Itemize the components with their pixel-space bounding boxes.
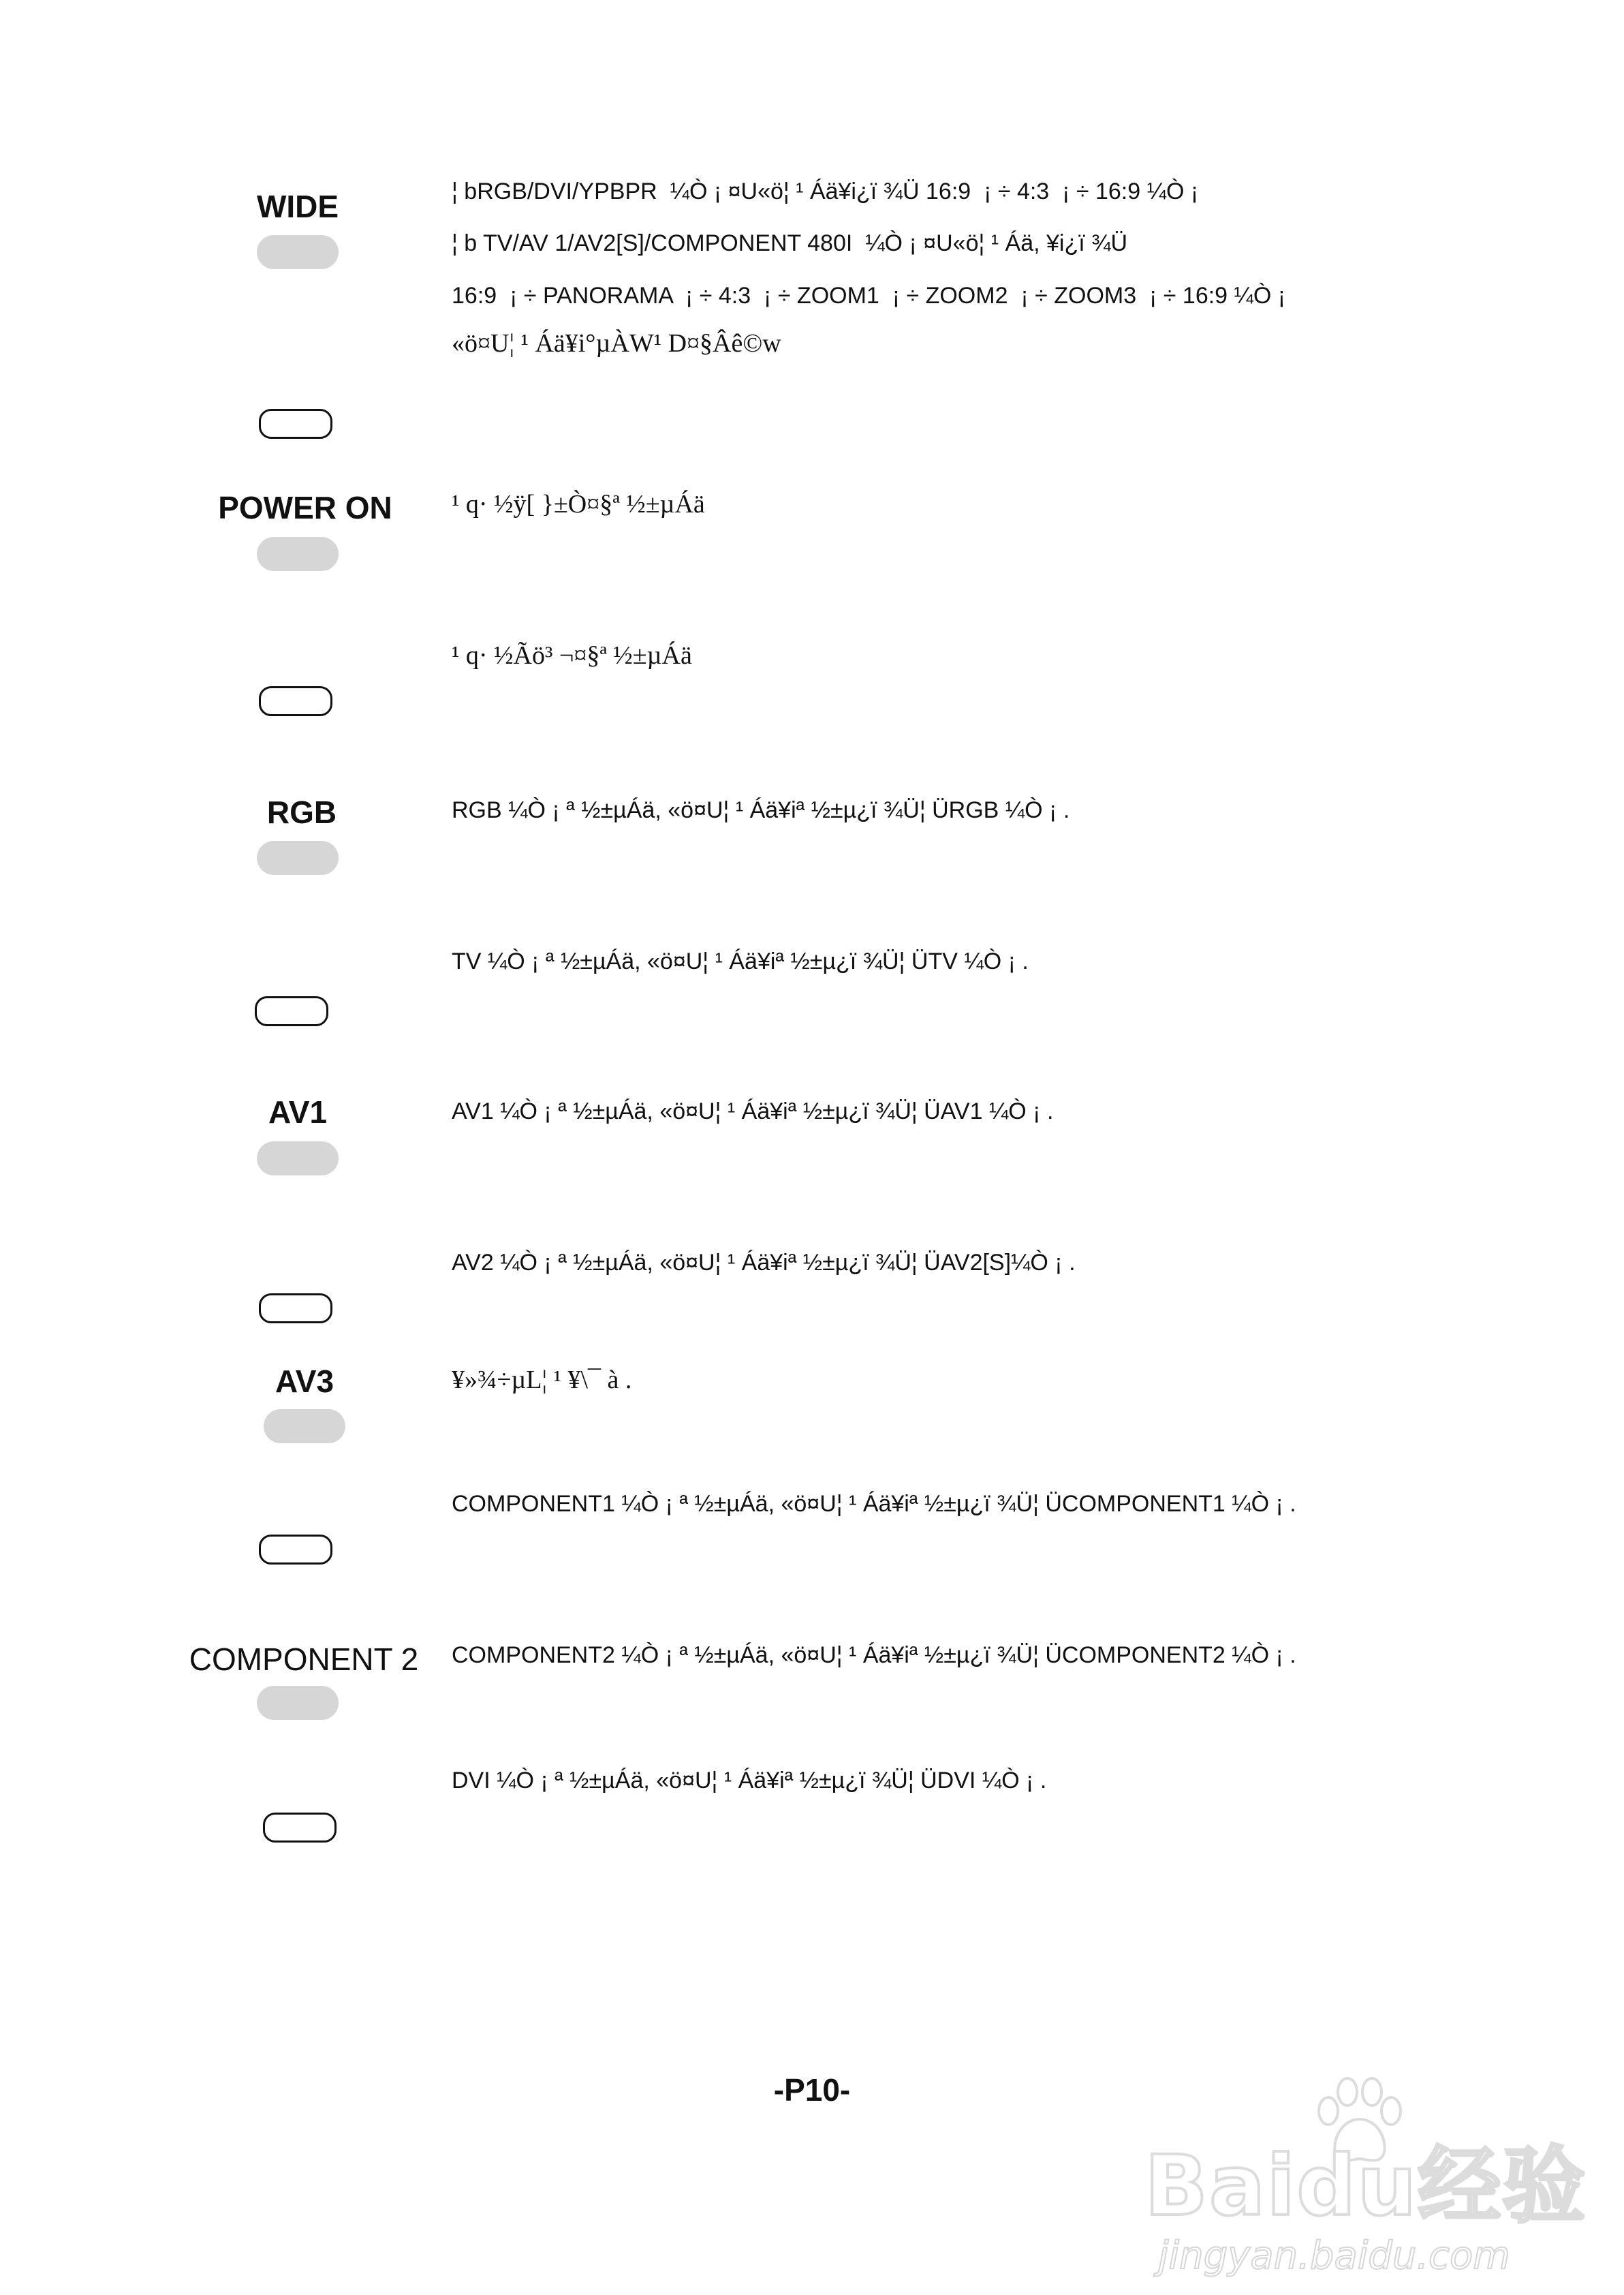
av1-key-icon: [257, 1141, 339, 1175]
power-on-label: POWER ON: [218, 490, 392, 525]
component2-desc: COMPONENT2 ¼Ò ¡ ª ½±µÁä, «ö¤U¦ ¹ Áä¥iª ½±µ¿ï ¾Ü¦ ÜCOMPONENT2 ¼Ò ¡ .: [452, 1642, 1296, 1668]
power-on-key-icon: [257, 537, 339, 571]
component2-key-icon: [257, 1686, 339, 1720]
dvi-button-outline-icon: [263, 1813, 337, 1843]
dvi-desc: DVI ¼Ò ¡ ª ½±µÁä, «ö¤U¦ ¹ Áä¥iª ½±µ¿ï ¾Ü¦ ÜDVI ¼Ò ¡ .: [452, 1768, 1047, 1793]
power-on-desc: ¹ q· ½ÿ[ }±Ò¤§ª ½±µÁä: [452, 490, 705, 519]
power-off-desc: ¹ q· ½Ãö³ ¬¤§ª ½±µÁä: [452, 641, 692, 670]
tv-button-outline-icon: [255, 996, 328, 1026]
watermark-brand: Baidu经验: [1144, 2138, 1587, 2234]
wide-desc-line-1: ¦ bRGB/DVI/YPBPR ¼Ò ¡ ¤U«ö¦ ¹ Áä¥i¿ï ¾Ü 16:9 ¡ ÷ 4:3 ¡ ÷ 16:9 ¼Ò ¡: [452, 179, 1199, 204]
power-off-button-outline-icon: [259, 686, 332, 716]
wide-desc-line-3: 16:9 ¡ ÷ PANORAMA ¡ ÷ 4:3 ¡ ÷ ZOOM1 ¡ ÷ ZOOM2 ¡ ÷ ZOOM3 ¡ ÷ 16:9 ¼Ò ¡: [452, 283, 1286, 309]
rgb-desc: RGB ¼Ò ¡ ª ½±µÁä, «ö¤U¦ ¹ Áä¥iª ½±µ¿ï ¾Ü¦ ÜRGB ¼Ò ¡ .: [452, 797, 1070, 823]
wide-label: WIDE: [256, 189, 339, 224]
component2-label: COMPONENT 2: [189, 1642, 419, 1677]
rgb-label: RGB: [266, 795, 337, 830]
av2-button-outline-icon: [259, 1293, 332, 1323]
wide-button-outline-icon: [259, 409, 332, 439]
wide-desc-line-2: ¦ b TV/AV 1/AV2[S]/COMPONENT 480I ¼Ò ¡ ¤U«ö¦ ¹ Áä, ¥i¿ï ¾Ü: [452, 230, 1128, 256]
watermark-url: jingyan.baidu.com: [1158, 2234, 1510, 2278]
av2-desc: AV2 ¼Ò ¡ ª ½±µÁä, «ö¤U¦ ¹ Áä¥iª ½±µ¿ï ¾Ü¦ ÜAV2[S]¼Ò ¡ .: [452, 1250, 1076, 1276]
component1-button-outline-icon: [259, 1535, 332, 1565]
av3-desc: ¥»¾÷µL¦ ¹ ¥\¯ à .: [452, 1366, 632, 1394]
tv-desc: TV ¼Ò ¡ ª ½±µÁä, «ö¤U¦ ¹ Áä¥iª ½±µ¿ï ¾Ü¦ ÜTV ¼Ò ¡ .: [452, 949, 1029, 974]
av1-desc: AV1 ¼Ò ¡ ª ½±µÁä, «ö¤U¦ ¹ Áä¥iª ½±µ¿ï ¾Ü¦ ÜAV1 ¼Ò ¡ .: [452, 1098, 1054, 1124]
wide-key-icon: [257, 235, 339, 269]
wide-desc-line-4: «ö¤U¦ ¹ Áä¥i°µÀW¹ D¤§Âê©w: [452, 329, 781, 358]
av3-label: AV3: [275, 1364, 334, 1399]
av3-key-icon: [264, 1409, 345, 1443]
page-number: -P10-: [773, 2072, 851, 2108]
rgb-key-icon: [257, 841, 339, 875]
component1-desc: COMPONENT1 ¼Ò ¡ ª ½±µÁä, «ö¤U¦ ¹ Áä¥iª ½±µ¿ï ¾Ü¦ ÜCOMPONENT1 ¼Ò ¡ .: [452, 1491, 1296, 1517]
av1-label: AV1: [268, 1094, 328, 1130]
